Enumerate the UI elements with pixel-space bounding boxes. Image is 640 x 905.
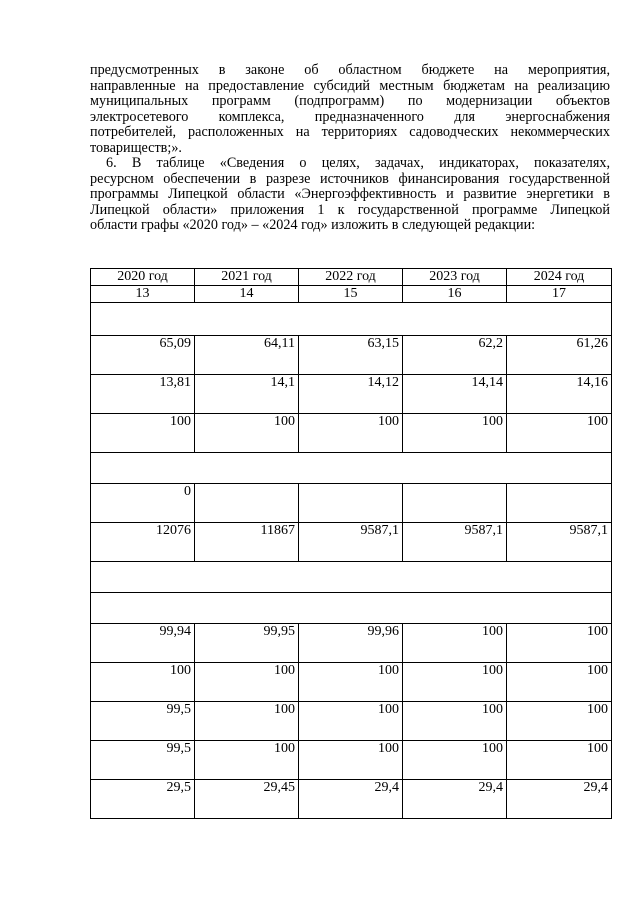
table-cell: 100 (299, 702, 403, 741)
table-cell: 99,94 (91, 624, 195, 663)
table-cell: 100 (195, 702, 299, 741)
table-cell: 9587,1 (299, 523, 403, 562)
table-cell: 100 (299, 663, 403, 702)
table-cell: 100 (403, 414, 507, 453)
column-number-cell: 16 (403, 286, 507, 303)
table-cell (403, 484, 507, 523)
table-column-number-row (91, 286, 612, 303)
table-row (91, 484, 612, 523)
text-line: Липецкой области» приложения 1 к государственной программе Липецкой (90, 201, 610, 218)
text-line: товариществ;». (90, 139, 182, 156)
table-cell: 99,5 (91, 702, 195, 741)
table-cell: 100 (91, 414, 195, 453)
table-row (91, 523, 612, 562)
table-row (91, 702, 612, 741)
text-line: потребителей, расположенных на территориях садоводческих некоммерческих (90, 124, 610, 141)
table-cell: 100 (195, 414, 299, 453)
table-row (91, 336, 612, 375)
paragraph-item-6 (90, 156, 610, 234)
table-cell: 100 (91, 663, 195, 702)
indicators-table (90, 268, 612, 819)
table-cell: 100 (507, 414, 612, 453)
table-cell: 99,96 (299, 624, 403, 663)
table-header-row (91, 269, 612, 286)
header-cell: 2023 год (403, 269, 507, 286)
table-cell: 100 (403, 702, 507, 741)
column-number-cell: 14 (195, 286, 299, 303)
table-section-row (91, 453, 612, 484)
table-cell: 29,4 (299, 780, 403, 819)
table-cell (507, 484, 612, 523)
table-cell: 13,81 (91, 375, 195, 414)
table-cell: 0 (91, 484, 195, 523)
header-cell: 2021 год (195, 269, 299, 286)
table-cell: 9587,1 (403, 523, 507, 562)
table-cell: 100 (507, 702, 612, 741)
table-cell: 29,4 (507, 780, 612, 819)
table-cell: 65,09 (91, 336, 195, 375)
table-cell: 99,95 (195, 624, 299, 663)
table-cell (195, 484, 299, 523)
table-cell: 100 (507, 741, 612, 780)
column-number-cell: 15 (299, 286, 403, 303)
section-cell (91, 562, 612, 593)
table-cell: 29,45 (195, 780, 299, 819)
table-cell: 63,15 (299, 336, 403, 375)
table-cell: 14,16 (507, 375, 612, 414)
table-cell: 61,26 (507, 336, 612, 375)
table-section-row (91, 303, 612, 336)
text-line: программы Липецкой области «Энергоэффективность и развитие энергетики в (90, 186, 610, 203)
table-cell: 29,5 (91, 780, 195, 819)
table-cell: 100 (507, 624, 612, 663)
table-cell: 100 (195, 741, 299, 780)
column-number-cell: 17 (507, 286, 612, 303)
table-cell: 29,4 (403, 780, 507, 819)
table-cell: 12076 (91, 523, 195, 562)
table-cell: 14,12 (299, 375, 403, 414)
paragraph-continuation (90, 63, 610, 157)
text-line: предусмотренных в законе об областном бюджете на мероприятия, (90, 62, 610, 78)
table-cell: 100 (403, 624, 507, 663)
section-cell (91, 593, 612, 624)
table-cell: 9587,1 (507, 523, 612, 562)
section-cell (91, 453, 612, 484)
table-cell: 99,5 (91, 741, 195, 780)
table-cell: 100 (299, 414, 403, 453)
table-cell: 100 (507, 663, 612, 702)
table-cell: 11867 (195, 523, 299, 562)
table-cell: 100 (195, 663, 299, 702)
text-line: муниципальных программ (подпрограмм) по модернизации объектов (90, 93, 610, 110)
section-cell (91, 303, 612, 336)
table-cell: 62,2 (403, 336, 507, 375)
table-row (91, 414, 612, 453)
text-line: ресурсном обеспечении в разрезе источников финансирования государственной (90, 170, 610, 187)
table-cell: 100 (403, 741, 507, 780)
header-cell: 2022 год (299, 269, 403, 286)
table-row (91, 741, 612, 780)
text-line: 6. В таблице «Сведения о целях, задачах, индикаторах, показателях, (106, 155, 610, 171)
table-cell: 14,14 (403, 375, 507, 414)
table-section-row (91, 562, 612, 593)
table-cell: 14,1 (195, 375, 299, 414)
column-number-cell: 13 (91, 286, 195, 303)
table-row (91, 780, 612, 819)
header-cell: 2024 год (507, 269, 612, 286)
table-cell: 64,11 (195, 336, 299, 375)
table-cell (299, 484, 403, 523)
table-section-row (91, 593, 612, 624)
text-line: области графы «2020 год» – «2024 год» изложить в следующей редакции: (90, 217, 536, 234)
table-cell: 100 (299, 741, 403, 780)
table-row (91, 663, 612, 702)
table-row (91, 375, 612, 414)
table-row (91, 624, 612, 663)
text-line: направленные на предоставление субсидий местным бюджетам на реализацию (90, 77, 610, 94)
text-line: электросетевого комплекса, предназначенного для энергоснабжения (90, 108, 610, 125)
table-cell: 100 (403, 663, 507, 702)
header-cell: 2020 год (91, 269, 195, 286)
